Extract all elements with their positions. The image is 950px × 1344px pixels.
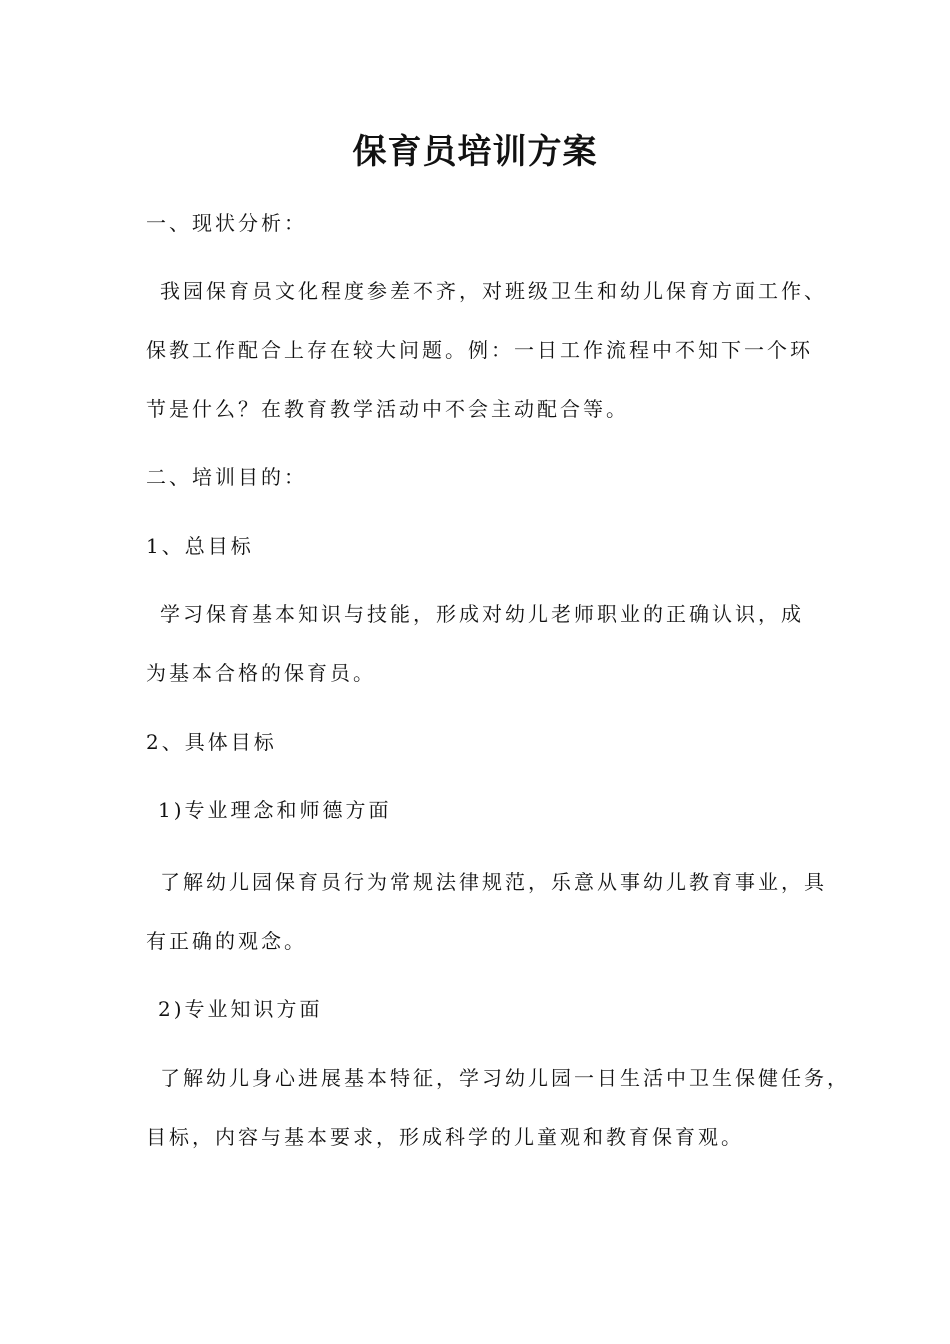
- paragraph-line: 了解幼儿园保育员行为常规法律规范，乐意从事幼儿教育事业，具: [160, 870, 827, 894]
- section-heading-purpose: 二、培训目的：: [146, 465, 307, 489]
- paragraph-line: 有正确的观念。: [146, 929, 307, 953]
- document-title: 保育员培训方案: [352, 132, 598, 172]
- list-item-heading: 1)专业理念和师德方面: [158, 798, 392, 822]
- subheading-specific-goals: 2、具体目标: [146, 730, 277, 754]
- paragraph-line: 学习保育基本知识与技能，形成对幼儿老师职业的正确认识，成: [160, 602, 804, 626]
- paragraph-line: 我园保育员文化程度参差不齐，对班级卫生和幼儿保育方面工作、: [160, 279, 827, 303]
- paragraph-line: 为基本合格的保育员。: [146, 661, 376, 685]
- paragraph-line: 节是什么？在教育教学活动中不会主动配合等。: [146, 397, 629, 421]
- paragraph-line: 了解幼儿身心进展基本特征，学习幼儿园一日生活中卫生保健任务，: [160, 1066, 850, 1090]
- paragraph-line: 目标，内容与基本要求，形成科学的儿童观和教育保育观。: [146, 1125, 744, 1149]
- paragraph-line: 保教工作配合上存在较大问题。例：一日工作流程中不知下一个环: [146, 338, 813, 362]
- section-heading-status: 一、现状分析：: [146, 211, 307, 235]
- list-item-heading: 2)专业知识方面: [158, 997, 323, 1021]
- subheading-overall-goal: 1、总目标: [146, 534, 254, 558]
